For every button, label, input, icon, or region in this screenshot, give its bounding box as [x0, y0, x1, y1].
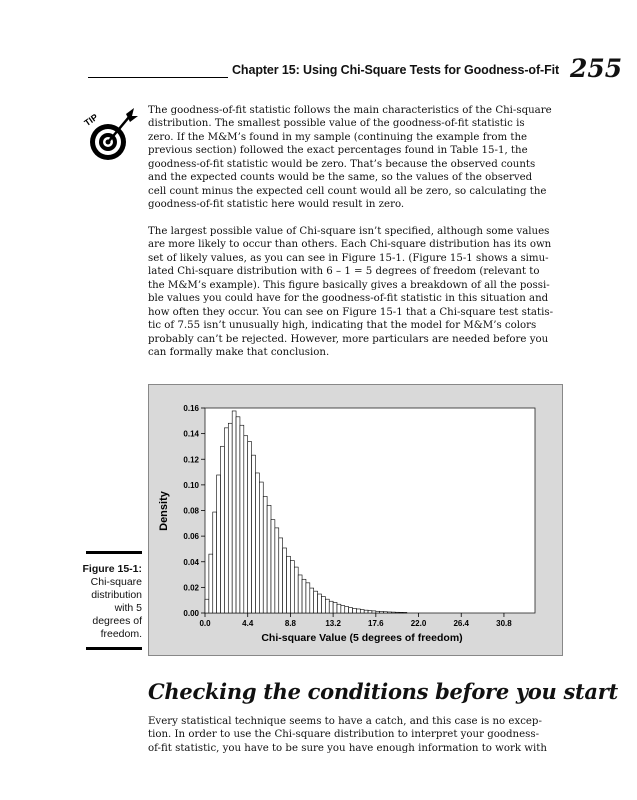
page-number: 255: [570, 54, 623, 83]
tip-line: and the expected counts would be the same, so the values of the observed: [148, 172, 533, 184]
caption-line: with 5: [114, 602, 142, 614]
histogram-bar: [224, 428, 228, 613]
section-line: of-fit statistic, you have to be sure you have enough information to work with: [148, 742, 547, 754]
tip-line: goodness-of-fit statistic here would result in zero.: [148, 199, 405, 211]
histogram-bar: [337, 604, 341, 613]
histogram-bar: [290, 561, 294, 613]
histogram-bar: [329, 601, 333, 613]
histogram-bar: [403, 612, 407, 613]
histogram-bar: [275, 528, 279, 613]
histogram-bar: [333, 602, 337, 613]
histogram-bar: [302, 579, 306, 613]
y-tick-label: 0.12: [183, 455, 199, 465]
y-tick-label: 0.16: [183, 404, 199, 413]
body-line: ble values you could have for the goodness-of-fit statistic in this situation and: [148, 293, 549, 305]
histogram-bar: [221, 446, 225, 613]
histogram-bar: [345, 607, 349, 613]
histogram-bar: [372, 611, 376, 613]
caption-rule-top: [86, 551, 142, 554]
body-paragraph: [148, 225, 558, 360]
histogram-bar: [263, 496, 267, 613]
histogram-bar: [298, 575, 302, 613]
histogram-bar: [205, 599, 209, 613]
tip-paragraph: [148, 104, 558, 212]
histogram-bar: [248, 442, 252, 613]
body-line: the M&M’s example). This figure basically gives a breakdown of all the possi-: [148, 279, 550, 291]
histogram-bar: [310, 588, 314, 613]
y-tick-label: 0.10: [183, 480, 199, 490]
y-tick-label: 0.04: [183, 557, 199, 567]
caption-line: degrees of: [92, 615, 142, 627]
histogram-bar: [287, 556, 291, 613]
histogram-bar: [228, 423, 232, 613]
x-tick-label: 0.0: [199, 619, 211, 628]
y-tick-label: 0.00: [183, 609, 199, 618]
histogram-bar: [213, 512, 217, 613]
histogram-bar: [306, 583, 310, 613]
figure-caption: [72, 563, 142, 641]
histogram-bar: [314, 591, 318, 613]
histogram-bar: [252, 455, 256, 613]
body-line: lated Chi-square distribution with 6 – 1 = 5 degrees of freedom (relevant to: [148, 266, 540, 278]
body-line: tic of 7.55 isn’t unusually high, indicating that the model for M&M’s colors: [148, 320, 537, 332]
histogram-bar: [217, 475, 221, 613]
caption-line: freedom.: [100, 628, 142, 640]
histogram-bar: [349, 608, 353, 613]
histogram-bar: [376, 611, 380, 613]
section-line: tion. In order to use the Chi-square distribution to interpret your goodness-: [148, 729, 540, 741]
body-line: are more likely to occur than others. Each Chi-square distribution has its own: [148, 239, 552, 251]
histogram-bar: [387, 612, 391, 613]
histogram-bar: [356, 609, 360, 613]
y-tick-label: 0.08: [183, 506, 199, 516]
x-tick-label: 8.8: [284, 619, 296, 628]
caption-label: Figure 15-1:: [82, 563, 142, 575]
y-tick-label: 0.06: [183, 532, 199, 542]
histogram-bar: [399, 612, 403, 613]
histogram-bar: [325, 599, 329, 613]
histogram-bar: [341, 606, 345, 613]
histogram-bar: [368, 611, 372, 613]
tip-line: goodness-of-fit statistic would be zero. That’s because the observed counts: [148, 158, 536, 170]
histogram-bar: [360, 610, 364, 613]
histogram-bar: [364, 610, 368, 613]
y-tick-label: 0.02: [183, 583, 199, 593]
histogram-bar: [353, 608, 357, 613]
body-line: probably can’t be rejected. However, more particulars are needed before you: [148, 333, 549, 345]
section-line: Every statistical technique seems to have a catch, and this case is no excep-: [148, 716, 542, 727]
body-line: how often they occur. You can see on Figure 15-1 that a Chi-square test statis-: [148, 306, 554, 318]
histogram-bar: [255, 473, 259, 613]
histogram-bar: [244, 436, 248, 613]
y-axis: [183, 404, 205, 618]
histogram-bar: [209, 554, 213, 613]
histogram-bar: [321, 597, 325, 613]
x-axis-label: Chi-square Value (5 degrees of freedom): [261, 632, 463, 644]
caption-line: Chi-square: [90, 576, 142, 588]
y-axis-label: Density: [158, 491, 170, 531]
histogram-bar: [271, 520, 275, 613]
histogram-bar: [279, 538, 283, 613]
histogram-bar: [259, 482, 263, 613]
histogram-bar: [283, 548, 287, 613]
histogram-bar: [236, 417, 240, 613]
tip-line: zero. If the M&M’s found in my sample (continuing the example from the: [148, 131, 528, 143]
histogram-bar: [294, 567, 298, 613]
x-tick-label: 13.2: [325, 619, 341, 628]
chapter-title: Chapter 15: Using Chi-Square Tests for Goodness-of-Fit: [232, 63, 560, 77]
tip-line: The goodness-of-fit statistic follows the main characteristics of the Chi-square: [148, 105, 552, 116]
caption-line: distribution: [91, 589, 142, 601]
y-tick-label: 0.14: [183, 429, 199, 439]
histogram-bar: [240, 425, 244, 613]
tip-label: TIP: [82, 111, 100, 129]
body-line: set of likely values, as you can see in Figure 15-1. (Figure 15-1 shows a simu-: [148, 252, 549, 264]
x-tick-label: 17.6: [368, 619, 384, 628]
histogram-bar: [384, 612, 388, 613]
histogram-bar: [380, 611, 384, 613]
tip-line: previous section) followed the exact percentages found in Table 15-1, the: [148, 145, 528, 157]
histogram-bar: [232, 411, 236, 613]
caption-rule-bottom: [86, 647, 142, 650]
histogram-bar: [318, 594, 322, 613]
body-line: can formally make that conclusion.: [148, 347, 330, 359]
header-rule: [88, 77, 228, 78]
histogram-bar: [395, 612, 399, 613]
histogram-bar: [391, 612, 395, 613]
body-line: The largest possible value of Chi-square isn’t specified, although some values: [148, 226, 550, 237]
histogram-chart: [148, 384, 563, 656]
tip-line: distribution. The smallest possible value of the goodness-of-fit statistic is: [148, 118, 525, 130]
x-tick-label: 30.8: [496, 619, 512, 628]
x-tick-label: 22.0: [410, 619, 427, 628]
x-tick-label: 26.4: [453, 619, 470, 628]
x-axis: [199, 613, 512, 628]
section-paragraph: [148, 715, 558, 755]
tip-line: cell count minus the expected cell count would all be zero, so calculating the: [148, 185, 547, 197]
tip-target-icon: [82, 104, 140, 162]
histogram-bar: [267, 505, 271, 613]
section-heading: Checking the conditions before you start: [148, 679, 618, 704]
x-tick-label: 4.4: [242, 619, 254, 628]
